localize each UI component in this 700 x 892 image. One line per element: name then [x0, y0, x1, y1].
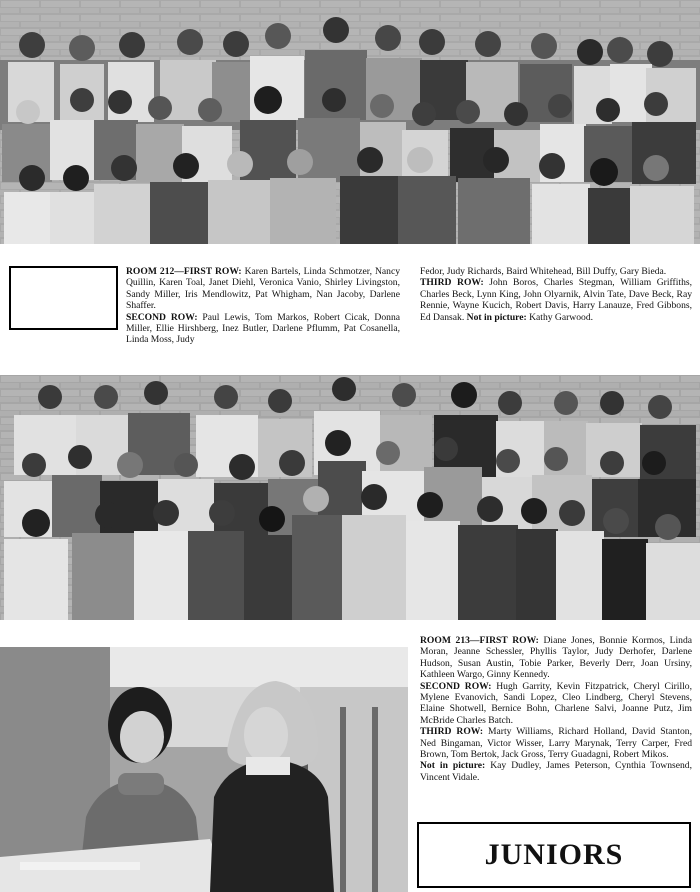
room-212-third-row-label: THIRD ROW:	[420, 277, 484, 289]
room-212-second-row-label: SECOND ROW:	[126, 311, 198, 323]
section-label: JUNIORS	[484, 838, 624, 871]
room-213-second-row-names: Hugh Garrity, Kevin Fitzpatrick, Cheryl Cirillo, Mylene Evanovich, Sandi Lopez, Cleo Lindberg, Cheryl Stevens, Elaine Shotwell, Bernice Bohn, Charlene Salvi, Joanne Putz, Jim McBride Charles Batch.	[420, 680, 693, 726]
room-213-first-row-label: ROOM 213—FIRST ROW:	[420, 635, 539, 646]
room-212-second-row-names: Paul Lewis, Tom Markos, Robert Cicak, Donna Miller, Ellie Hirshberg, Inez Butler, Darlene Pflumm, Pat Cosanella, Linda Moss, Judy	[126, 311, 401, 346]
room-213-third-row-names: Marty Williams, Richard Holland, David Stanton, Ned Bingaman, Victor Wisser, Larry Marynak, Terry Carper, Fred Brown, Tom Bertok, Jack Gross, Terry Guadagni, Robert Mikos.	[420, 726, 692, 761]
room-212-class-photo	[0, 0, 700, 244]
room-212-not-in-picture-names: Kathy Garwood.	[526, 311, 594, 323]
room-212-first-row-label: ROOM 212—FIRST ROW:	[126, 266, 242, 277]
room-213-not-in-picture-names: Kay Dudley, James Peterson, Cynthia Townsend, Vincent Vidale.	[420, 760, 693, 783]
room-213-caption	[420, 635, 692, 783]
room-213-second-row-label: SECOND ROW:	[420, 680, 492, 692]
room-212-first-row-names: Karen Bartels, Linda Schmotzer, Nancy Quillin, Karen Toal, Janet Diehl, Veronica Vanio, Shirley Livingston, Sandy Miller, Iris Mendlowitz, Pat Whigham, Nan Jacoby, Darlene Shaffer.	[126, 266, 401, 312]
room-213-not-in-picture-label: Not in picture:	[420, 760, 486, 772]
room-212-third-row-names: John Boros, Charles Stegman, William Griffiths, Charles Beck, Lynn King, John Olyarnik, Alvin Tate, Dave Beck, Ray Rennie, Wayne Kucich, Robert Davis, Harry Lanauze, Fred Gibbons, Ed Dansak.	[420, 277, 693, 323]
photo-placeholder-box	[9, 266, 118, 330]
room-212-caption-col2	[420, 266, 692, 323]
room-213-class-photo	[0, 375, 700, 620]
section-label-box	[417, 822, 691, 888]
room-213-third-row-label: THIRD ROW:	[420, 726, 484, 738]
candid-students-photo	[0, 647, 408, 892]
room-212-second-row-continued: Fedor, Judy Richards, Baird Whitehead, Bill Duffy, Gary Bieda.	[420, 266, 667, 277]
room-213-first-row-names: Diane Jones, Bonnie Kormos, Linda Moran, Jeanne Schessler, Phyllis Taylor, Judy Derhofer, Darlene Hudson, Susan Austin, Tobie Parker, Beverly Derr, Joan Ursiny, Kathleen Wargo, Ginny Kennedy.	[420, 635, 692, 681]
room-212-not-in-picture-label: Not in picture:	[466, 311, 527, 323]
room-212-caption-col1	[126, 266, 400, 346]
